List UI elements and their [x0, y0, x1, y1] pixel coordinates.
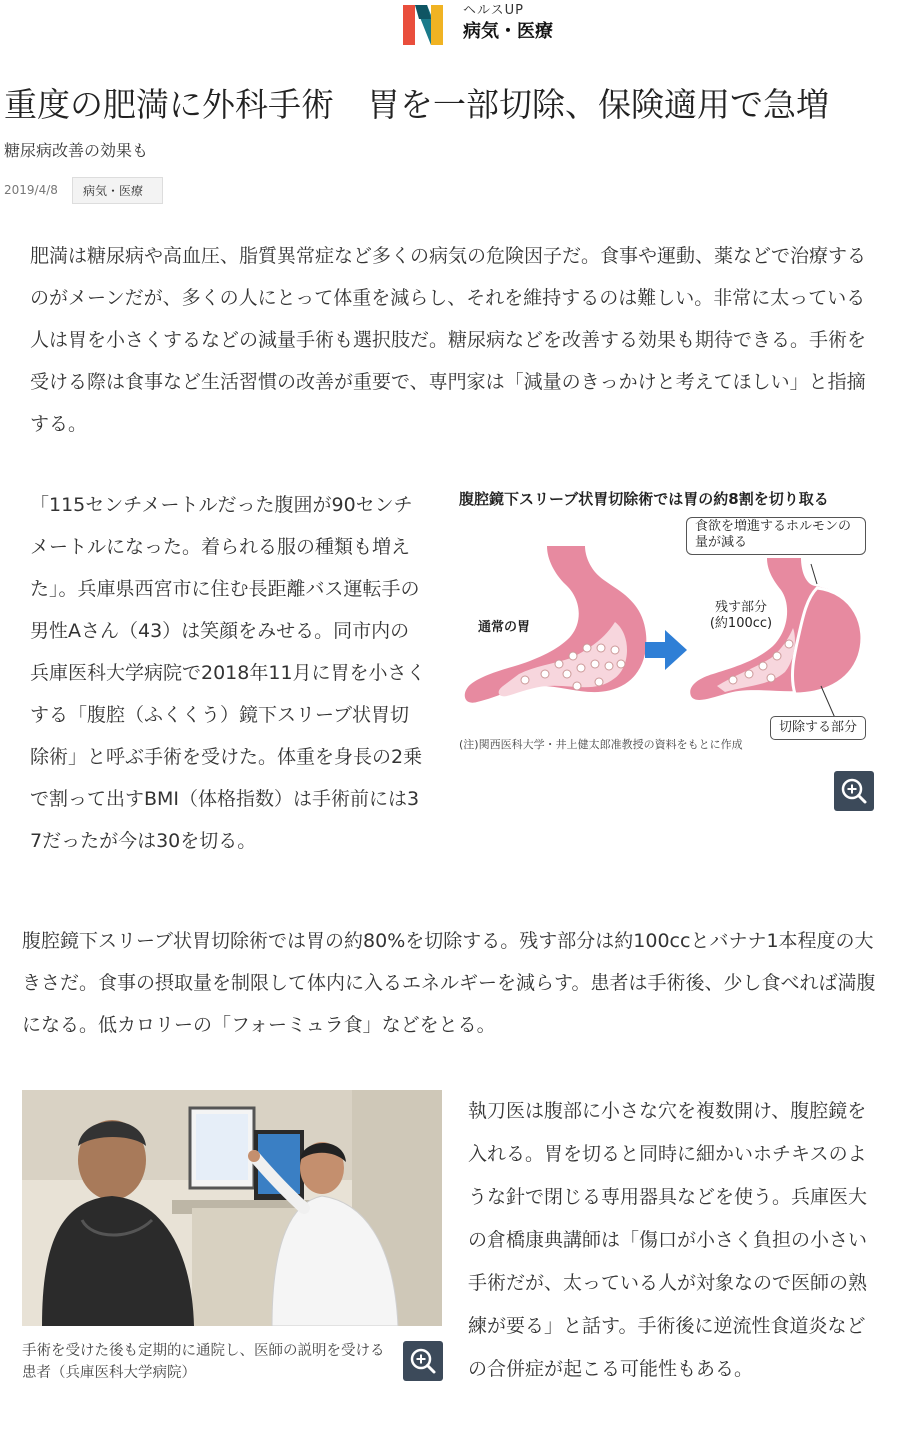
- sleeve-stomach-illustration: [690, 558, 862, 718]
- section-name[interactable]: 病気・医療: [463, 21, 553, 42]
- removed-part-callout: 切除する部分: [770, 716, 866, 740]
- page-subtitle: 糖尿病改善の効果も: [4, 141, 149, 160]
- category-tag[interactable]: 病気・医療: [72, 177, 163, 204]
- hormone-callout: 食欲を増進するホルモンの量が減る: [686, 517, 866, 555]
- diagram-title: 腹腔鏡下スリーブ状胃切除術では胃の約8割を切り取る: [459, 490, 829, 508]
- zoom-in-icon: [834, 771, 874, 811]
- zoom-in-button[interactable]: [834, 771, 874, 811]
- section-logo: [403, 5, 443, 45]
- normal-stomach-label: 通常の胃: [478, 620, 531, 635]
- article-paragraph-3: 腹腔鏡下スリーブ状胃切除術では胃の約80%を切除する。残す部分は約100ccとバナナ1本程度の大きさだ。食事の摂取量を制限して体内に入るエネルギーを減らす。患者は手術後、少し食べれば満腹になる。低カロリーの「フォーミュラ食」などをとる。: [22, 930, 876, 1036]
- publish-date: 2019/4/8: [4, 183, 58, 197]
- article-paragraph-1: 肥満は糖尿病や高血圧、脂質異常症など多くの病気の危険因子だ。食事や運動、薬などで治療するのがメーンだが、多くの人にとって体重を減らし、それを維持するのは難しい。非常に太っている人は胃を小さくするなどの減量手術も選択肢だ。糖尿病などを改善する効果も期待できる。手術を受ける際は食事など生活習慣の改善が重要で、専門家は「減量のきっかけと考えてほしい」と指摘する。: [30, 245, 867, 435]
- article-paragraph-2: 「115センチメートルだった腹囲が90センチメートルになった。着られる服の種類も増えた」。兵庫県西宮市に住む長距離バス運転手の男性Aさん（43）は笑顔をみせる。同市内の兵庫医科大学病院で2018年11月に胃を小さくする「腹腔（ふくくう）鏡下スリーブ状胃切除術」と呼ぶ手術を受けた。体重を身長の2乗で割って出すBMI（体格指数）は手術前には37だったが今は30を切る。: [30, 494, 426, 852]
- page-title: 重度の肥満に外科手術 胃を一部切除、保険適用で急増: [4, 85, 829, 124]
- photo-caption: 手術を受けた後も定期的に通院し、医師の説明を受ける患者（兵庫医科大学病院）: [22, 1343, 385, 1381]
- remaining-part-label: 残す部分 (約100cc): [709, 600, 773, 631]
- section-name-top[interactable]: ヘルスUP: [463, 3, 524, 18]
- article-paragraph-4: 執刀医は腹部に小さな穴を複数開け、腹腔鏡を入れる。胃を切ると同時に細かいホチキスのような針で閉じる専用器具などを使う。兵庫医大の倉橋康典講師は「傷口が小さく負担の小さい手術だが、太っている人が対象なので医師の熟練が要る」と話す。手術後に逆流性食道炎などの合併症が起こる可能性もある。: [468, 1100, 868, 1380]
- hospital-photo: [22, 1090, 442, 1326]
- zoom-in-button[interactable]: [403, 1341, 443, 1381]
- zoom-in-icon: [403, 1341, 443, 1381]
- diagram-source-note: (注)関西医科大学・井上健太郎准教授の資料をもとに作成: [459, 738, 743, 751]
- arrow-right-icon: [645, 630, 687, 670]
